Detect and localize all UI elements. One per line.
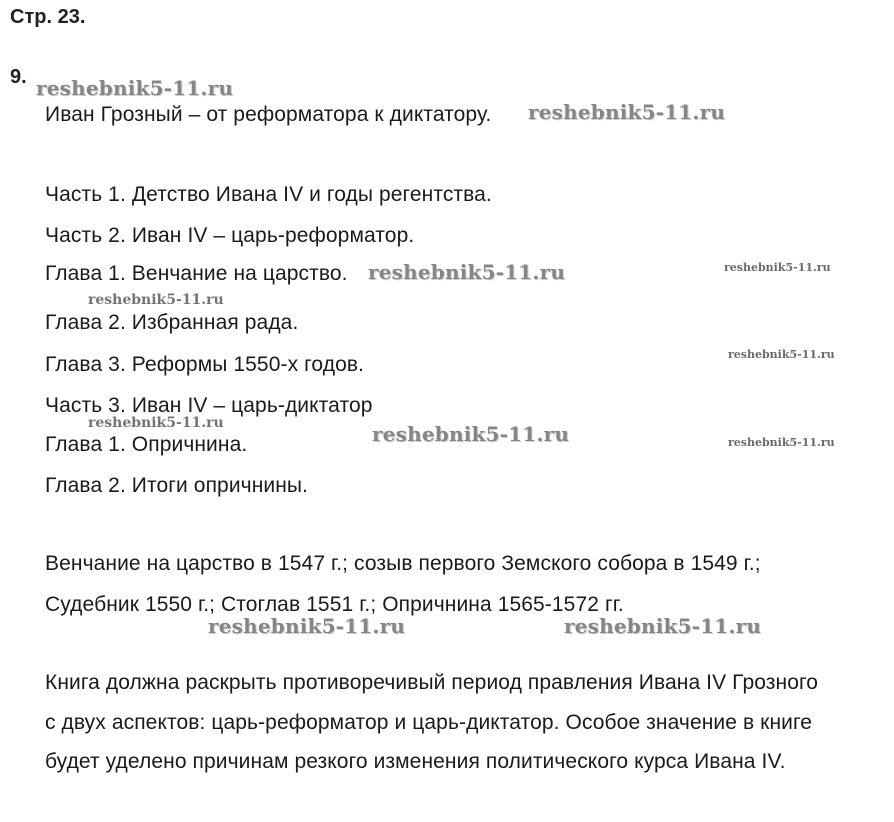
summary-line-2: с двух аспектов: царь-реформатор и царь-диктатор. Особое значение в книге <box>45 711 813 734</box>
summary-line-3: будет уделено причинам резкого изменения политического курса Ивана IV. <box>45 750 786 773</box>
dates-line-1: Венчание на царство в 1547 г.; созыв первого Земского собора в 1549 г.; <box>45 552 761 575</box>
task-number: 9. <box>10 66 27 88</box>
watermark: reshebnik5-11.ru <box>728 436 835 449</box>
outline-title: Иван Грозный – от реформатора к диктатору. <box>45 103 492 126</box>
watermark: reshebnik5-11.ru <box>88 292 224 308</box>
outline-chapter-2-2: Глава 2. Избранная рада. <box>45 311 299 334</box>
summary-line-1: Книга должна раскрыть противоречивый период правления Ивана IV Грозного <box>45 671 819 694</box>
watermark: reshebnik5-11.ru <box>528 100 726 124</box>
outline-chapter-3-2: Глава 2. Итоги опричнины. <box>45 474 309 497</box>
watermark: reshebnik5-11.ru <box>724 261 831 274</box>
outline-chapter-2-3: Глава 3. Реформы 1550-х годов. <box>45 353 365 376</box>
watermark: reshebnik5-11.ru <box>564 614 762 638</box>
outline-part-3: Часть 3. Иван IV – царь-диктатор <box>45 394 373 417</box>
outline-part-2: Часть 2. Иван IV – царь-реформатор. <box>45 224 415 247</box>
watermark: reshebnik5-11.ru <box>372 422 570 446</box>
outline-part-1: Часть 1. Детство Ивана IV и годы регентства. <box>45 183 492 206</box>
dates-line-2: Судебник 1550 г.; Стоглав 1551 г.; Опричнина 1565-1572 гг. <box>45 593 624 616</box>
watermark: reshebnik5-11.ru <box>88 415 224 431</box>
watermark: reshebnik5-11.ru <box>208 614 406 638</box>
page-header: Стр. 23. <box>10 6 86 28</box>
watermark: reshebnik5-11.ru <box>728 348 835 361</box>
outline-chapter-3-1: Глава 1. Опричнина. <box>45 433 248 456</box>
watermark: reshebnik5-11.ru <box>368 260 566 284</box>
outline-chapter-2-1: Глава 1. Венчание на царство. <box>45 262 348 285</box>
watermark: reshebnik5-11.ru <box>36 76 234 100</box>
